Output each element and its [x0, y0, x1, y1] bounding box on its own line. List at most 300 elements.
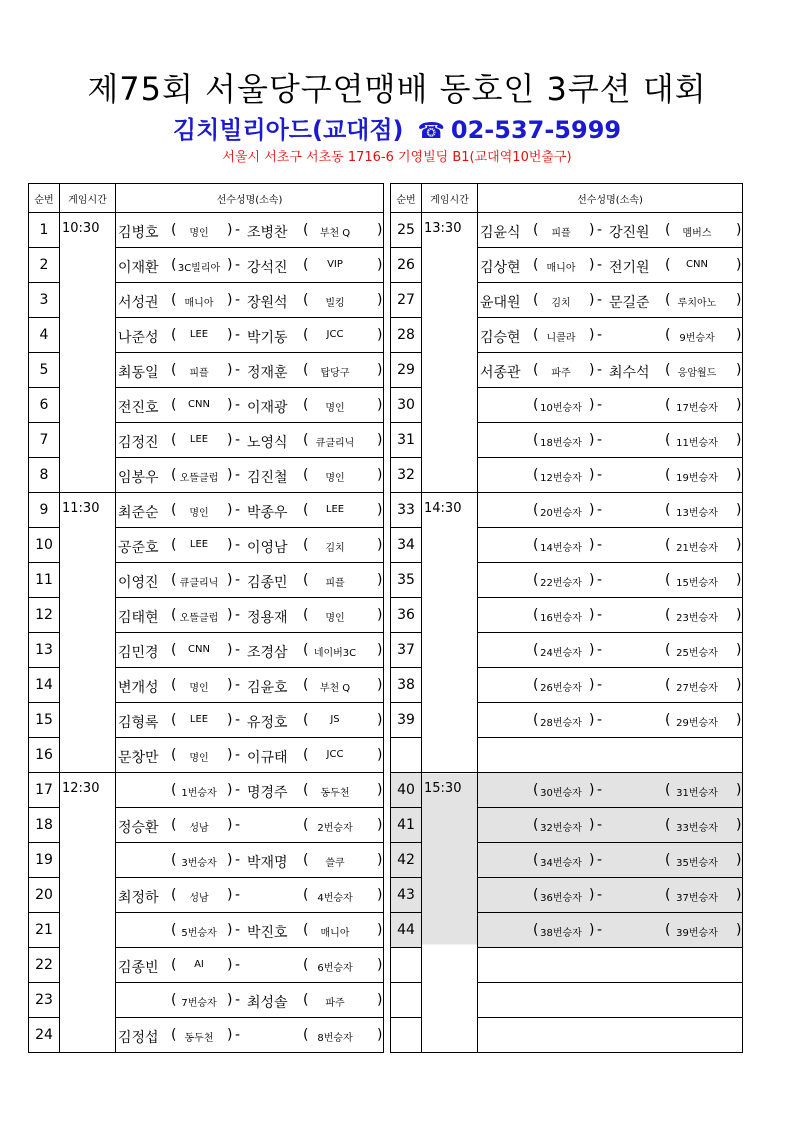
player-1-club: 36번승자	[540, 893, 582, 904]
paren-open: (	[171, 957, 177, 973]
player-2-name: 이영남	[247, 540, 288, 556]
players-cell	[478, 948, 743, 983]
paren-close: )	[736, 327, 742, 343]
match-number: 30	[391, 388, 422, 423]
paren-open: (	[665, 922, 671, 938]
match-number: 6	[29, 388, 60, 423]
players-cell	[116, 528, 384, 563]
paren-close: )	[227, 432, 233, 448]
paren-close: )	[589, 887, 595, 903]
players-cell	[478, 528, 743, 563]
player-2-name: 김진철	[247, 470, 288, 486]
paren-close: )	[377, 257, 383, 273]
players-cell	[478, 388, 743, 423]
player-1-name: 문창만	[118, 750, 159, 766]
match-number: 33	[391, 493, 422, 528]
player-2-club: 루치아노	[677, 298, 717, 309]
versus-dash: -	[597, 432, 603, 448]
match-number	[391, 1018, 422, 1053]
match-number: 1	[29, 213, 60, 248]
match-row	[391, 493, 743, 528]
players-cell	[478, 598, 743, 633]
versus-dash: -	[597, 467, 603, 483]
paren-open: (	[171, 362, 177, 378]
paren-open: (	[665, 852, 671, 868]
player-2-club: VIP	[327, 259, 343, 270]
versus-dash: -	[235, 222, 241, 238]
player-2-club: JCC	[326, 329, 344, 340]
player-2-name: 장원석	[247, 295, 288, 311]
paren-open: (	[665, 887, 671, 903]
versus-dash: -	[235, 1027, 241, 1043]
match-number: 26	[391, 248, 422, 283]
players-cell	[478, 213, 743, 248]
player-2-club: JCC	[326, 749, 344, 760]
paren-open: (	[303, 817, 309, 833]
match-number: 11	[29, 563, 60, 598]
player-2-club: 명인	[325, 473, 345, 484]
versus-dash: -	[597, 327, 603, 343]
paren-close: )	[227, 957, 233, 973]
paren-open: (	[665, 362, 671, 378]
players-cell	[478, 843, 743, 878]
player-1-club: 매니아	[546, 263, 576, 274]
match-number: 29	[391, 353, 422, 388]
paren-close: )	[377, 747, 383, 763]
player-2-name: 정용재	[247, 610, 288, 626]
paren-open: (	[171, 572, 177, 588]
match-number: 2	[29, 248, 60, 283]
player-2-club: 39번승자	[676, 928, 718, 939]
paren-open: (	[171, 922, 177, 938]
versus-dash: -	[235, 432, 241, 448]
paren-close: )	[736, 607, 742, 623]
paren-open: (	[171, 537, 177, 553]
paren-close: )	[736, 257, 742, 273]
player-1-club: 3번승자	[181, 858, 217, 869]
versus-dash: -	[597, 537, 603, 553]
paren-open: (	[533, 607, 539, 623]
versus-dash: -	[235, 257, 241, 273]
player-2-club: 네이버3C	[313, 648, 357, 659]
match-number	[391, 948, 422, 983]
player-1-club: 명인	[189, 508, 209, 519]
paren-close: )	[589, 572, 595, 588]
players-cell	[116, 843, 384, 878]
versus-dash: -	[597, 572, 603, 588]
player-1-club: LEE	[189, 539, 209, 550]
paren-close: )	[227, 782, 233, 798]
player-2-club: 김치	[325, 543, 345, 554]
player-1-club: 큐클리닉	[179, 578, 219, 589]
player-2-club: 25번승자	[676, 648, 718, 659]
player-1-club: LEE	[189, 434, 209, 445]
paren-open: (	[533, 257, 539, 273]
venue-address: 서울시 서초구 서초동 1716-6 기영빌딩 B1(교대역10번출구)	[222, 150, 572, 165]
player-2-name: 유정호	[247, 715, 288, 731]
match-number: 43	[391, 878, 422, 913]
paren-close: )	[377, 642, 383, 658]
player-1-name: 공준호	[118, 540, 159, 556]
paren-close: )	[377, 397, 383, 413]
player-1-name: 김종빈	[118, 960, 159, 976]
versus-dash: -	[597, 502, 603, 518]
match-number: 20	[29, 878, 60, 913]
paren-close: )	[377, 922, 383, 938]
paren-open: (	[665, 397, 671, 413]
match-number: 4	[29, 318, 60, 353]
players-header: 선수성명(소속)	[478, 184, 743, 213]
versus-dash: -	[597, 922, 603, 938]
players-cell	[116, 318, 384, 353]
paren-open: (	[171, 992, 177, 1008]
venue-name: 김치빌리아드(교대점)	[172, 116, 404, 144]
player-1-name: 전진호	[118, 400, 159, 416]
player-1-name: 임봉우	[118, 470, 159, 486]
player-1-name: 김상현	[480, 260, 521, 276]
paren-open: (	[665, 572, 671, 588]
paren-open: (	[665, 817, 671, 833]
paren-close: )	[589, 432, 595, 448]
versus-dash: -	[235, 957, 241, 973]
player-1-name: 김정진	[118, 435, 159, 451]
players-cell	[478, 633, 743, 668]
paren-close: )	[377, 852, 383, 868]
players-header: 선수성명(소속)	[116, 184, 384, 213]
player-1-name: 나준성	[118, 330, 159, 346]
paren-close: )	[736, 817, 742, 833]
player-1-club: 피플	[189, 368, 209, 379]
player-1-name: 서종관	[480, 365, 521, 381]
paren-close: )	[589, 292, 595, 308]
paren-close: )	[377, 572, 383, 588]
paren-close: )	[736, 467, 742, 483]
paren-close: )	[377, 537, 383, 553]
player-2-club: 동두천	[320, 788, 350, 799]
versus-dash: -	[235, 397, 241, 413]
paren-close: )	[736, 782, 742, 798]
game-time: 10:30	[60, 213, 116, 493]
players-cell	[478, 878, 743, 913]
player-2-name: 박기동	[247, 330, 288, 346]
paren-close: )	[589, 397, 595, 413]
paren-close: )	[377, 712, 383, 728]
paren-open: (	[533, 222, 539, 238]
paren-close: )	[227, 887, 233, 903]
player-1-club: 20번승자	[540, 508, 582, 519]
paren-open: (	[303, 852, 309, 868]
paren-open: (	[665, 327, 671, 343]
match-number: 3	[29, 283, 60, 318]
match-number: 9	[29, 493, 60, 528]
paren-close: )	[227, 712, 233, 728]
players-cell	[478, 703, 743, 738]
venue-phone: 02-537-5999	[450, 116, 622, 144]
match-number: 19	[29, 843, 60, 878]
player-2-club: 쓸쿠	[325, 858, 345, 869]
match-number: 18	[29, 808, 60, 843]
match-number: 38	[391, 668, 422, 703]
player-2-name: 강진원	[609, 225, 650, 241]
players-cell	[116, 703, 384, 738]
player-2-name: 최수석	[609, 365, 650, 381]
paren-close: )	[736, 537, 742, 553]
paren-close: )	[736, 292, 742, 308]
player-1-name: 변개성	[118, 680, 159, 696]
player-2-club: 2번승자	[317, 823, 353, 834]
versus-dash: -	[235, 712, 241, 728]
players-cell	[116, 773, 384, 808]
player-2-name: 이규태	[247, 750, 288, 766]
paren-open: (	[303, 502, 309, 518]
players-cell	[116, 283, 384, 318]
header-row	[29, 184, 384, 213]
versus-dash: -	[235, 502, 241, 518]
player-1-name: 김윤식	[480, 225, 521, 241]
versus-dash: -	[235, 572, 241, 588]
player-1-club: 피플	[551, 228, 571, 239]
paren-open: (	[303, 887, 309, 903]
match-number: 28	[391, 318, 422, 353]
player-2-club: 23번승자	[676, 613, 718, 624]
match-row	[391, 213, 743, 248]
match-row	[29, 213, 384, 248]
match-row	[391, 773, 743, 808]
versus-dash: -	[235, 467, 241, 483]
player-2-club: 27번승자	[676, 683, 718, 694]
players-cell	[116, 423, 384, 458]
match-number: 37	[391, 633, 422, 668]
paren-close: )	[736, 572, 742, 588]
versus-dash: -	[597, 257, 603, 273]
paren-close: )	[377, 887, 383, 903]
players-cell	[116, 738, 384, 773]
player-1-name: 김민경	[118, 645, 159, 661]
match-number: 31	[391, 423, 422, 458]
match-number: 14	[29, 668, 60, 703]
paren-close: )	[227, 467, 233, 483]
versus-dash: -	[235, 747, 241, 763]
paren-close: )	[227, 537, 233, 553]
paren-open: (	[303, 397, 309, 413]
versus-dash: -	[597, 292, 603, 308]
player-1-club: 16번승자	[540, 613, 582, 624]
versus-dash: -	[235, 817, 241, 833]
paren-open: (	[533, 887, 539, 903]
paren-close: )	[377, 957, 383, 973]
paren-close: )	[227, 362, 233, 378]
player-1-name: 김태현	[118, 610, 159, 626]
players-cell	[478, 563, 743, 598]
players-cell	[116, 493, 384, 528]
player-2-club: 멤버스	[682, 228, 712, 239]
versus-dash: -	[235, 292, 241, 308]
player-1-club: CNN	[188, 399, 210, 410]
paren-open: (	[533, 642, 539, 658]
paren-open: (	[303, 782, 309, 798]
players-cell	[478, 913, 743, 948]
paren-close: )	[736, 397, 742, 413]
versus-dash: -	[597, 852, 603, 868]
player-1-name: 김승현	[480, 330, 521, 346]
player-2-club: 13번승자	[676, 508, 718, 519]
player-1-club: 명인	[189, 753, 209, 764]
paren-close: )	[589, 537, 595, 553]
match-number: 41	[391, 808, 422, 843]
paren-close: )	[377, 677, 383, 693]
players-cell	[116, 213, 384, 248]
paren-close: )	[227, 572, 233, 588]
players-cell	[116, 983, 384, 1018]
versus-dash: -	[235, 327, 241, 343]
player-2-club: 파주	[325, 998, 345, 1009]
paren-open: (	[171, 432, 177, 448]
player-2-name: 김종민	[247, 575, 288, 591]
versus-dash: -	[235, 537, 241, 553]
match-row	[29, 773, 384, 808]
order-header: 순번	[391, 184, 422, 213]
player-2-name: 박진호	[247, 925, 288, 941]
paren-close: )	[227, 327, 233, 343]
paren-open: (	[303, 467, 309, 483]
player-1-club: LEE	[189, 714, 209, 725]
player-1-club: 명인	[189, 683, 209, 694]
player-1-name: 최정하	[118, 890, 159, 906]
match-number: 36	[391, 598, 422, 633]
players-cell	[478, 773, 743, 808]
paren-open: (	[303, 712, 309, 728]
player-2-club: 4번승자	[317, 893, 353, 904]
paren-close: )	[736, 432, 742, 448]
paren-close: )	[227, 747, 233, 763]
header-row	[391, 184, 743, 213]
players-cell	[478, 283, 743, 318]
paren-close: )	[589, 852, 595, 868]
player-1-club: 성남	[189, 893, 209, 904]
match-number	[391, 738, 422, 773]
player-1-club: 14번승자	[540, 543, 582, 554]
paren-open: (	[533, 327, 539, 343]
player-2-club: 빌킹	[325, 298, 345, 309]
schedule-table-left	[28, 183, 384, 1053]
paren-close: )	[377, 432, 383, 448]
paren-close: )	[736, 362, 742, 378]
player-2-name: 전기원	[609, 260, 650, 276]
tournament-title: 제75회 서울당구연맹배 동호인 3쿠션 대회	[87, 70, 707, 108]
paren-close: )	[377, 782, 383, 798]
players-cell	[478, 738, 743, 773]
player-2-name: 노영식	[247, 435, 288, 451]
versus-dash: -	[235, 922, 241, 938]
players-cell	[478, 318, 743, 353]
players-cell	[116, 458, 384, 493]
players-cell	[116, 598, 384, 633]
paren-open: (	[171, 887, 177, 903]
paren-close: )	[589, 607, 595, 623]
match-number: 15	[29, 703, 60, 738]
player-2-club: 15번승자	[676, 578, 718, 589]
player-2-club: CNN	[686, 259, 708, 270]
paren-open: (	[533, 782, 539, 798]
player-1-name: 서성권	[118, 295, 159, 311]
player-2-name: 박종우	[247, 505, 288, 521]
paren-close: )	[589, 222, 595, 238]
player-2-club: 피플	[325, 578, 345, 589]
game-time: 14:30	[422, 493, 478, 773]
paren-close: )	[377, 327, 383, 343]
player-2-club: 큐클리닉	[315, 438, 355, 449]
player-2-club: 8번승자	[317, 1033, 353, 1044]
paren-close: )	[227, 502, 233, 518]
paren-close: )	[589, 257, 595, 273]
versus-dash: -	[597, 712, 603, 728]
paren-open: (	[171, 467, 177, 483]
player-1-club: 7번승자	[181, 998, 217, 1009]
paren-close: )	[736, 922, 742, 938]
player-1-club: AI	[194, 959, 204, 970]
paren-open: (	[533, 467, 539, 483]
paren-open: (	[303, 292, 309, 308]
players-cell	[116, 913, 384, 948]
player-2-name: 조병찬	[247, 225, 288, 241]
match-row	[29, 493, 384, 528]
venue-line	[0, 110, 794, 145]
versus-dash: -	[235, 992, 241, 1008]
player-2-club: 11번승자	[676, 438, 718, 449]
player-1-club: 30번승자	[540, 788, 582, 799]
player-2-name: 강석진	[247, 260, 288, 276]
player-1-club: 매니아	[184, 298, 214, 309]
players-cell	[478, 248, 743, 283]
paren-close: )	[227, 677, 233, 693]
player-1-club: 니콜라	[546, 333, 576, 344]
time-header: 게임시간	[60, 184, 116, 213]
paren-close: )	[736, 852, 742, 868]
player-1-name: 최동일	[118, 365, 159, 381]
players-cell	[116, 563, 384, 598]
player-1-club: 34번승자	[540, 858, 582, 869]
player-1-name: 이재환	[118, 260, 159, 276]
paren-open: (	[665, 292, 671, 308]
paren-close: )	[227, 397, 233, 413]
players-cell	[478, 423, 743, 458]
paren-open: (	[303, 922, 309, 938]
player-1-club: CNN	[188, 644, 210, 655]
paren-open: (	[533, 922, 539, 938]
paren-close: )	[736, 677, 742, 693]
player-1-club: 12번승자	[540, 473, 582, 484]
players-cell	[116, 1018, 384, 1053]
paren-open: (	[533, 502, 539, 518]
match-number: 42	[391, 843, 422, 878]
phone-icon: ☎	[417, 119, 445, 144]
paren-close: )	[377, 817, 383, 833]
paren-open: (	[303, 572, 309, 588]
player-1-club: 10번승자	[540, 403, 582, 414]
player-1-club: 오뜰클럽	[179, 613, 219, 624]
paren-close: )	[736, 222, 742, 238]
player-1-club: 28번승자	[540, 718, 582, 729]
player-2-club: 31번승자	[676, 788, 718, 799]
players-cell	[116, 353, 384, 388]
player-1-club: 3C빌리아	[177, 263, 221, 274]
paren-open: (	[171, 712, 177, 728]
player-2-name: 김윤호	[247, 680, 288, 696]
paren-close: )	[589, 502, 595, 518]
paren-open: (	[171, 327, 177, 343]
paren-open: (	[533, 852, 539, 868]
paren-open: (	[665, 467, 671, 483]
